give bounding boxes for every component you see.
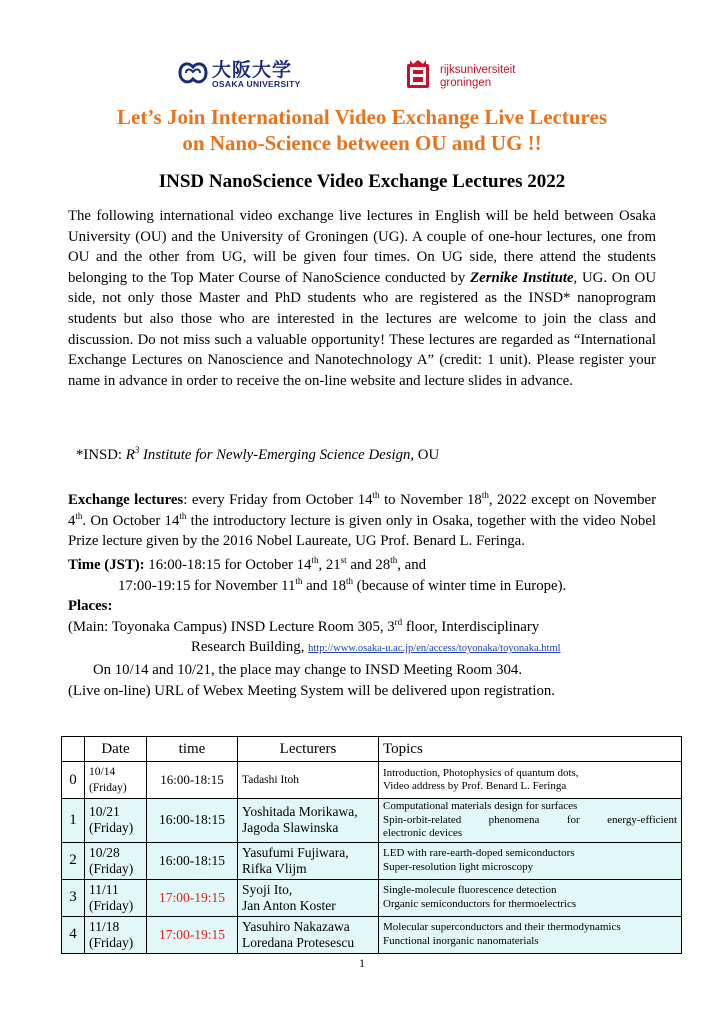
lecturer-line: Yasuhiro Nakazawa [242, 918, 350, 934]
time-text: 16:00-18:15 for October 14 [144, 557, 312, 573]
lecturer-line: Jagoda Slawinska [242, 820, 339, 836]
row-lecturers [238, 762, 379, 799]
row-lecturers [238, 799, 379, 843]
row-lecturers [238, 916, 379, 953]
exchange-text: : every Friday from October 14 [183, 492, 373, 508]
row-topics [379, 879, 682, 916]
time-label: Time (JST): [68, 557, 145, 573]
exchange-text: . On October 14 [82, 512, 180, 529]
groningen-logo [404, 58, 554, 98]
ou-english-name: OSAKA UNIVERSITY [212, 79, 301, 89]
row-time: 16:00-18:15 [147, 842, 238, 879]
date-line: 11/11 [89, 881, 119, 897]
time-sup: th [345, 575, 353, 586]
places-building-line [68, 637, 668, 660]
lecturer-line: Yasufumi Fujiwara, [242, 844, 349, 860]
places-label: Places: [68, 598, 113, 615]
time-sup: st [340, 555, 347, 566]
ou-emblem-icon [178, 59, 208, 87]
table-header-row [62, 737, 682, 762]
exchange-label: Exchange lectures [68, 492, 184, 508]
ou-kanji-name: 大阪大学 [212, 59, 293, 81]
row-date [85, 916, 147, 953]
time-line2 [68, 576, 668, 597]
row-lecturers [238, 842, 379, 879]
insd-footnote [76, 447, 439, 464]
time-places-block [68, 555, 668, 701]
insd-name: Institute for Newly-Emerging Science Design [139, 447, 411, 463]
topic-line: Video address by Prof. Benard L. Feringa [383, 780, 567, 792]
topic-line: Computational materials design for surfaces [383, 800, 578, 812]
lecturer-line: Syoji Ito, [242, 881, 293, 897]
row-number: 2 [62, 842, 85, 879]
time-text: and 18 [302, 577, 346, 594]
table-header-lecturers: Lecturers [238, 737, 379, 762]
exchange-sup: th [75, 510, 83, 521]
row-date [85, 842, 147, 879]
day-line: (Friday) [89, 897, 134, 913]
insd-prefix: *INSD: [76, 447, 126, 463]
intro-paragraph [68, 206, 656, 391]
lecturer-line: Tadashi Itoh [242, 774, 300, 786]
places-text: floor, Interdisciplinary [402, 618, 540, 635]
row-date [85, 762, 147, 799]
table-row [62, 879, 682, 916]
places-sup: rd [394, 616, 403, 627]
intro-text-after: , UG. On OU side, not only those Master and PhD students who are registered as the INSD* nanoprogram students but also those who are interested in the lectures are welcome to join the class and discussion. Do not miss such a valuable opportunity! These lectures are regarded as “International Exchange Lectures on Nanoscience and Nanotechnology A” (credit: 1 unit). Please register your name in advance in order to receive the on-line website and lecture slides in advance. [68, 269, 657, 389]
exchange-sup: th [481, 490, 489, 501]
insd-suffix: , OU [410, 447, 440, 463]
row-number: 3 [62, 879, 85, 916]
date-line: 10/14 [89, 766, 116, 778]
date-line: 11/18 [89, 918, 120, 934]
time-sup: th [390, 555, 398, 566]
osaka-university-logo [178, 57, 308, 93]
table-row [62, 842, 682, 879]
exchange-sup: th [372, 490, 380, 501]
row-date [85, 799, 147, 843]
rug-name-line2: groningen [440, 77, 492, 89]
zernike-institute: Zernike Institute [470, 269, 574, 286]
day-line: (Friday) [89, 860, 134, 876]
day-line: (Friday) [89, 820, 134, 836]
topic-line: LED with rare-earth-doped semiconductors [383, 847, 575, 859]
row-lecturers [238, 879, 379, 916]
row-topics [379, 799, 682, 843]
rug-name-line1: rijksuniversiteit [440, 64, 516, 76]
table-header-num [62, 737, 85, 762]
row-topics [379, 842, 682, 879]
places-text: Research Building, [191, 639, 309, 656]
page-title-line1: Let’s Join International Video Exchange Live Lectures [117, 105, 607, 129]
time-text: 17:00-19:15 for November 11 [118, 577, 296, 594]
topic-line: Super-resolution light microscopy [383, 860, 534, 873]
lecturer-line: Rifka Vlijm [242, 860, 307, 876]
table-header-date: Date [85, 737, 147, 762]
access-map-link[interactable]: http://www.osaka-u.ac.jp/en/access/toyonaka/toyonaka.html [308, 643, 561, 655]
places-change-line: On 10/14 and 10/21, the place may change to INSD Meeting Room 304. [93, 661, 523, 678]
row-number: 1 [62, 799, 85, 843]
time-text: , and [397, 557, 427, 573]
topic-line: Organic semiconductors for thermoelectrics [383, 897, 577, 910]
date-line: 10/28 [89, 844, 120, 860]
topic-line: Single-molecule fluorescence detection [383, 884, 557, 896]
lecture-schedule-table [61, 736, 682, 954]
intro-text-before: The following international video exchange live lectures in English will be held between Osaka University (OU) and the University of Groningen (UG). A couple of one-hour lectures, one from OU and the other from UG, will be given four times. On UG side, there attend the students belonging to the Top Mater Course of NanoScience conducted by [68, 208, 656, 286]
time-line1 [68, 555, 668, 576]
insd-sup: 3 [134, 445, 140, 456]
row-number: 4 [62, 916, 85, 953]
row-topics [379, 762, 682, 799]
table-header-time: time [147, 737, 238, 762]
row-number: 0 [62, 762, 85, 799]
exchange-text: , 2022 except on November 4 [68, 492, 657, 529]
topic-line: Introduction, Photophysics of quantum dots, [383, 766, 579, 779]
places-online-line: (Live on-line) URL of Webex Meeting System will be delivered upon registration. [68, 682, 555, 699]
insd-r: R [125, 447, 135, 463]
time-sup: th [295, 575, 303, 586]
lecturer-line: Yoshitada Morikawa, [242, 804, 358, 820]
topic-line: Spin-orbit-related phenomena for energy-efficient [383, 813, 677, 826]
topic-line: Molecular superconductors and their thermodynamics [383, 921, 621, 933]
rug-crest-icon [404, 58, 432, 94]
row-topics [379, 916, 682, 953]
places-label-line [68, 596, 668, 617]
exchange-sup: th [179, 510, 187, 521]
table-row [62, 916, 682, 953]
row-time: 17:00-19:15 [147, 916, 238, 953]
table-row [62, 762, 682, 799]
table-row [62, 799, 682, 843]
places-main-line [68, 617, 668, 638]
exchange-paragraph [68, 490, 656, 552]
day-line: (Friday) [89, 934, 134, 950]
date-line: 10/21 [89, 804, 120, 820]
row-time: 17:00-19:15 [147, 879, 238, 916]
places-text: (Main: Toyonaka Campus) INSD Lecture Room 305, 3 [68, 618, 395, 635]
row-time: 16:00-18:15 [147, 762, 238, 799]
page-number: 1 [359, 956, 365, 970]
time-text: , 21 [318, 557, 341, 573]
topic-line: Functional inorganic nanomaterials [383, 934, 539, 947]
exchange-text: to November 18 [379, 492, 482, 508]
page-title-line2: on Nano-Science between OU and UG !! [182, 131, 542, 155]
lecturer-line: Jan Anton Koster [242, 897, 336, 913]
topic-line: electronic devices [383, 827, 463, 839]
table-header-topics: Topics [379, 737, 682, 762]
time-text: and 28 [346, 557, 391, 573]
row-date [85, 879, 147, 916]
time-sup: th [311, 555, 319, 566]
time-text: (because of winter time in Europe). [352, 577, 567, 594]
row-time: 16:00-18:15 [147, 799, 238, 843]
day-line: (Friday) [89, 782, 127, 794]
lecturer-line: Loredana Protesescu [242, 934, 355, 950]
page-subtitle: INSD NanoScience Video Exchange Lectures 2022 [158, 171, 566, 192]
exchange-text: the introductory lecture is given only in Osaka, together with the video Nobel Prize lecture given by the 2016 Nobel Laureate, UG Prof. Benard L. Feringa. [68, 512, 656, 550]
